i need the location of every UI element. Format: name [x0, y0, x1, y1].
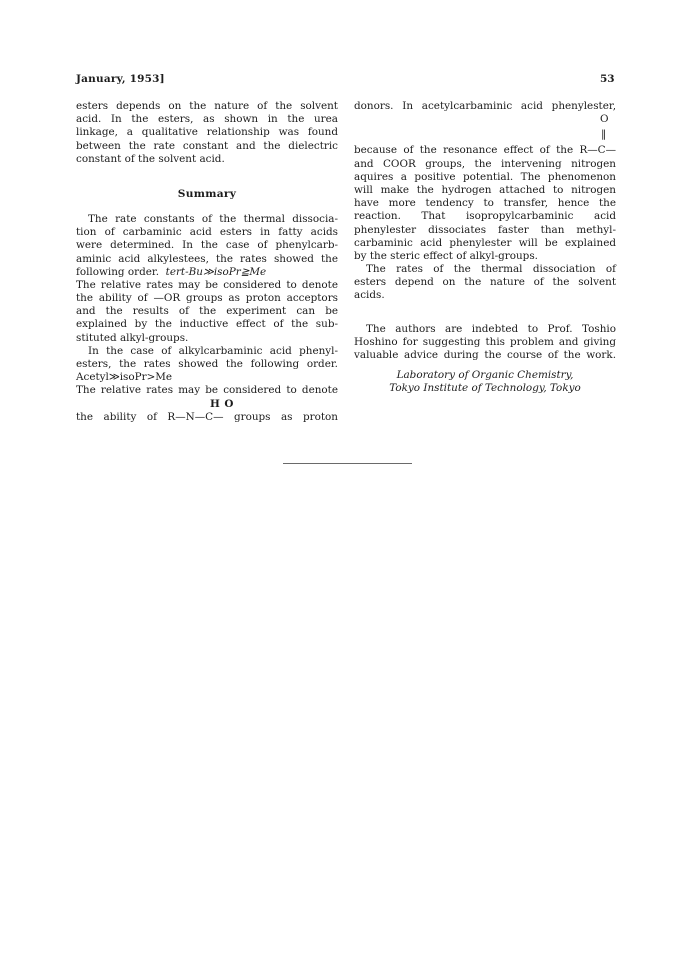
text-line: The rate constants of the thermal dissocia-: [88, 212, 338, 225]
acknowledgment-line: valuable advice during the course of the work.: [354, 349, 616, 361]
text-line: acids.: [354, 289, 385, 302]
text-line: acid. In the esters, as shown in the urea: [76, 113, 338, 126]
text-line: The relative rates may be considered to denote: [76, 384, 338, 397]
text-line: The rates of the thermal dissociation of: [366, 263, 616, 276]
formula-oxygen-line: [354, 113, 616, 126]
acknowledgment-line: Hoshino for suggesting this problem and giving: [354, 335, 616, 348]
text-line: aquires a positive potential. The phenomenon: [354, 170, 616, 183]
page-number: 53: [600, 73, 615, 85]
text-line: reaction. That isopropylcarbaminic acid: [354, 210, 616, 223]
text-line: between the rate constant and the dielectric: [76, 139, 338, 152]
text-line: stituted alkyl-groups.: [76, 331, 189, 344]
spacer: [76, 202, 338, 213]
text-line: linkage, a qualitative relationship was found: [76, 126, 338, 139]
text-line: tion of carbaminic acid esters in fatty acids: [76, 226, 338, 239]
text-line: the ability of R—N—C— groups as proton: [76, 410, 338, 423]
text-line: will make the hydrogen attached to nitrogen: [354, 183, 616, 196]
text-line: The relative rates may be considered to denote: [76, 278, 338, 291]
spacer: [354, 362, 616, 369]
right-column: [354, 100, 616, 396]
spacer: [76, 166, 338, 188]
text-line: were determined. In the case of phenylcarb-: [76, 239, 338, 252]
text-line: In the case of alkylcarbaminic acid phenyl-: [88, 344, 338, 357]
text-line: by the steric effect of alkyl-groups.: [354, 249, 538, 262]
end-rule: [283, 463, 412, 464]
formula-h-o: H O: [210, 397, 234, 410]
text-line: donors. In acetylcarbaminic acid phenylester,: [354, 100, 616, 112]
affiliation-lab: Laboratory of Organic Chemistry,: [396, 369, 574, 382]
acknowledgment-line: The authors are indebted to Prof. Toshio: [366, 322, 616, 335]
text-line: constant of the solvent acid.: [76, 152, 225, 165]
text-line: esters depend on the nature of the solvent: [354, 276, 616, 289]
text-line: because of the resonance effect of the R—C—: [354, 144, 616, 157]
text-line: and the results of the experiment can be: [76, 305, 338, 318]
text-line: have more tendency to transfer, hence the: [354, 197, 616, 210]
left-column: [76, 100, 338, 424]
spacer: [354, 303, 616, 323]
text-line: phenylester dissociates faster than methyl-: [354, 223, 616, 236]
formula-oxygen: O: [600, 113, 609, 126]
order-line: Acetyl≫isoPr>Me: [76, 371, 173, 384]
text-line: the ability of —OR groups as proton acceptors: [76, 292, 338, 305]
formula-superscript-line: [76, 398, 338, 411]
formula-bond-line: [354, 126, 616, 144]
order-line: [76, 266, 338, 279]
summary-heading: Summary: [177, 187, 237, 200]
order-prefix: following order.: [76, 265, 160, 278]
text-line: explained by the inductive effect of the sub-: [76, 318, 338, 331]
text-line: and COOR groups, the intervening nitrogen: [354, 157, 616, 170]
text-line: esters, the rates showed the following order.: [76, 358, 338, 370]
running-header-date: January, 1953]: [76, 73, 165, 85]
text-line: aminic acid alkylestees, the rates showed the: [76, 252, 338, 265]
affiliation-institute: Tokyo Institute of Technology, Tokyo: [389, 382, 581, 395]
text-line: carbaminic acid phenylester will be explained: [354, 236, 616, 249]
text-line: esters depends on the nature of the solvent: [76, 100, 338, 112]
order-formula: tert-Bu≫isoPr≧Me: [165, 265, 267, 278]
formula-double-bond: ‖: [601, 128, 607, 141]
